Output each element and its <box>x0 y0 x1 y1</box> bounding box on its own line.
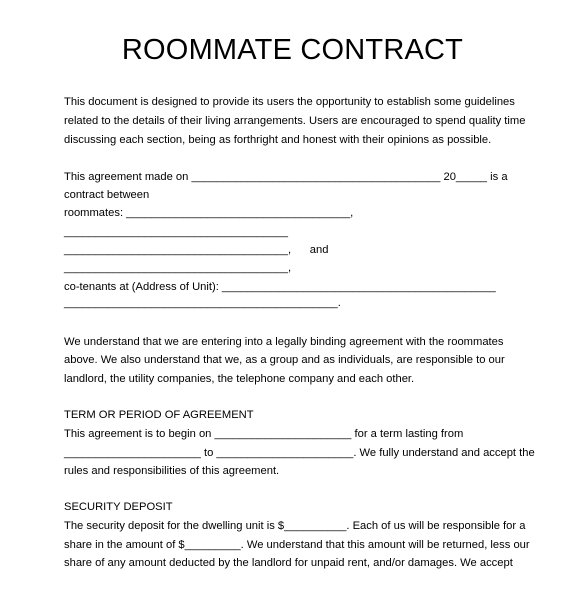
address-line: co-tenants at (Address of Unit): ____________________________________________ <box>64 281 496 293</box>
term-line: ______________________ to ______________________. We fully understand and accept the <box>64 447 535 459</box>
intro-line: related to the details of their living arrangements. Users are encouraged to spend quality time <box>64 115 526 127</box>
term-heading: TERM OR PERIOD OF AGREEMENT <box>64 409 254 421</box>
roommate-blank-line: ____________________________________, <box>64 262 292 274</box>
address-blank-line: ____________________________________________. <box>64 297 341 309</box>
understanding-line: We understand that we are entering into a legally binding agreement with the roommates <box>64 336 504 348</box>
page-title: ROOMMATE CONTRACT <box>121 34 464 66</box>
term-line: This agreement is to begin on ______________________ for a term lasting from <box>64 428 464 440</box>
roommate-blank-line: ____________________________________, and <box>64 244 329 256</box>
agreement-date-line: This agreement made on ________________________________________ 20_____ is a <box>64 171 508 183</box>
deposit-line: share of any amount deducted by the landlord for unpaid rent, and/or damages. We accept <box>64 557 513 569</box>
deposit-heading: SECURITY DEPOSIT <box>64 501 173 513</box>
understanding-line: landlord, the utility companies, the telephone company and each other. <box>64 373 415 385</box>
deposit-line: share in the amount of $_________. We understand that this amount will be returned, less our <box>64 539 530 551</box>
intro-line: discussing each section, being as forthright and honest with their opinions as possible. <box>64 134 492 146</box>
term-line: rules and responsibilities of this agreement. <box>64 465 280 477</box>
roommate-blank-line: ____________________________________ <box>64 226 288 238</box>
deposit-line: The security deposit for the dwelling unit is $__________. Each of us will be responsible for a <box>64 520 526 532</box>
understanding-line: above. We also understand that we, as a group and as individuals, are responsible to our <box>64 354 505 366</box>
roommates-line: roommates: ____________________________________, <box>64 207 354 219</box>
agreement-line: contract between <box>64 189 150 201</box>
intro-line: This document is designed to provide its users the opportunity to establish some guidelines <box>64 96 515 108</box>
